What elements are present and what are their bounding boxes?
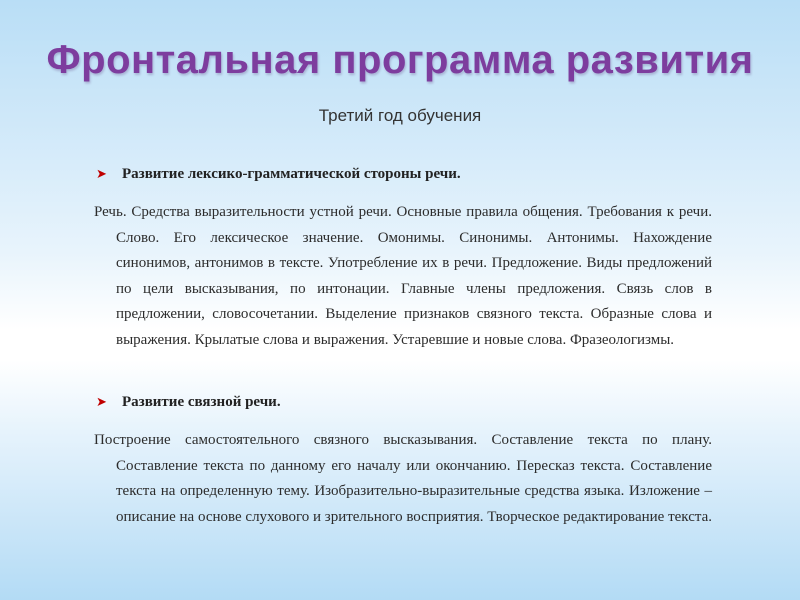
section-text-coherent: Построение самостоятельного связного высказывания. Составление текста по плану. Составление текста по данному его началу или окончанию. Пересказ текста. Составление текста на определенную тему. Изобразительно-выразительные средства языка. Изложение – описание на основе слухового и зрительного восприятия. Творческое редактирование текста. [94,432,712,525]
arrow-bullet-icon: ➤ [96,395,107,410]
section-heading-text: Развитие связной речи. [122,394,281,410]
slide-subtitle: Третий год обучения [318,106,482,125]
arrow-bullet-icon: ➤ [96,167,107,182]
section-heading-lexical [96,166,461,183]
section-heading-text: Развитие лексико-грамматической стороны речи. [122,166,461,182]
section-heading-coherent [96,394,281,411]
slide-title: Фронтальная программа развития [46,38,754,82]
section-text-lexical: Речь. Средства выразительности устной речи. Основные правила общения. Требования к речи. Слово. Его лексическое значение. Омонимы. Синонимы. Антонимы. Нахождение синонимов, антонимов в тексте. Употребление их в речи. Предложение. Виды предложений по цели высказывания, по интонации. Главные члены предложения. Связь слов в предложении, словосочетании. Выделение признаков связного текста. Образные слова и выражения. Крылатые слова и выражения. Устаревшие и новые слова. Фразеологизмы. [94,204,712,348]
